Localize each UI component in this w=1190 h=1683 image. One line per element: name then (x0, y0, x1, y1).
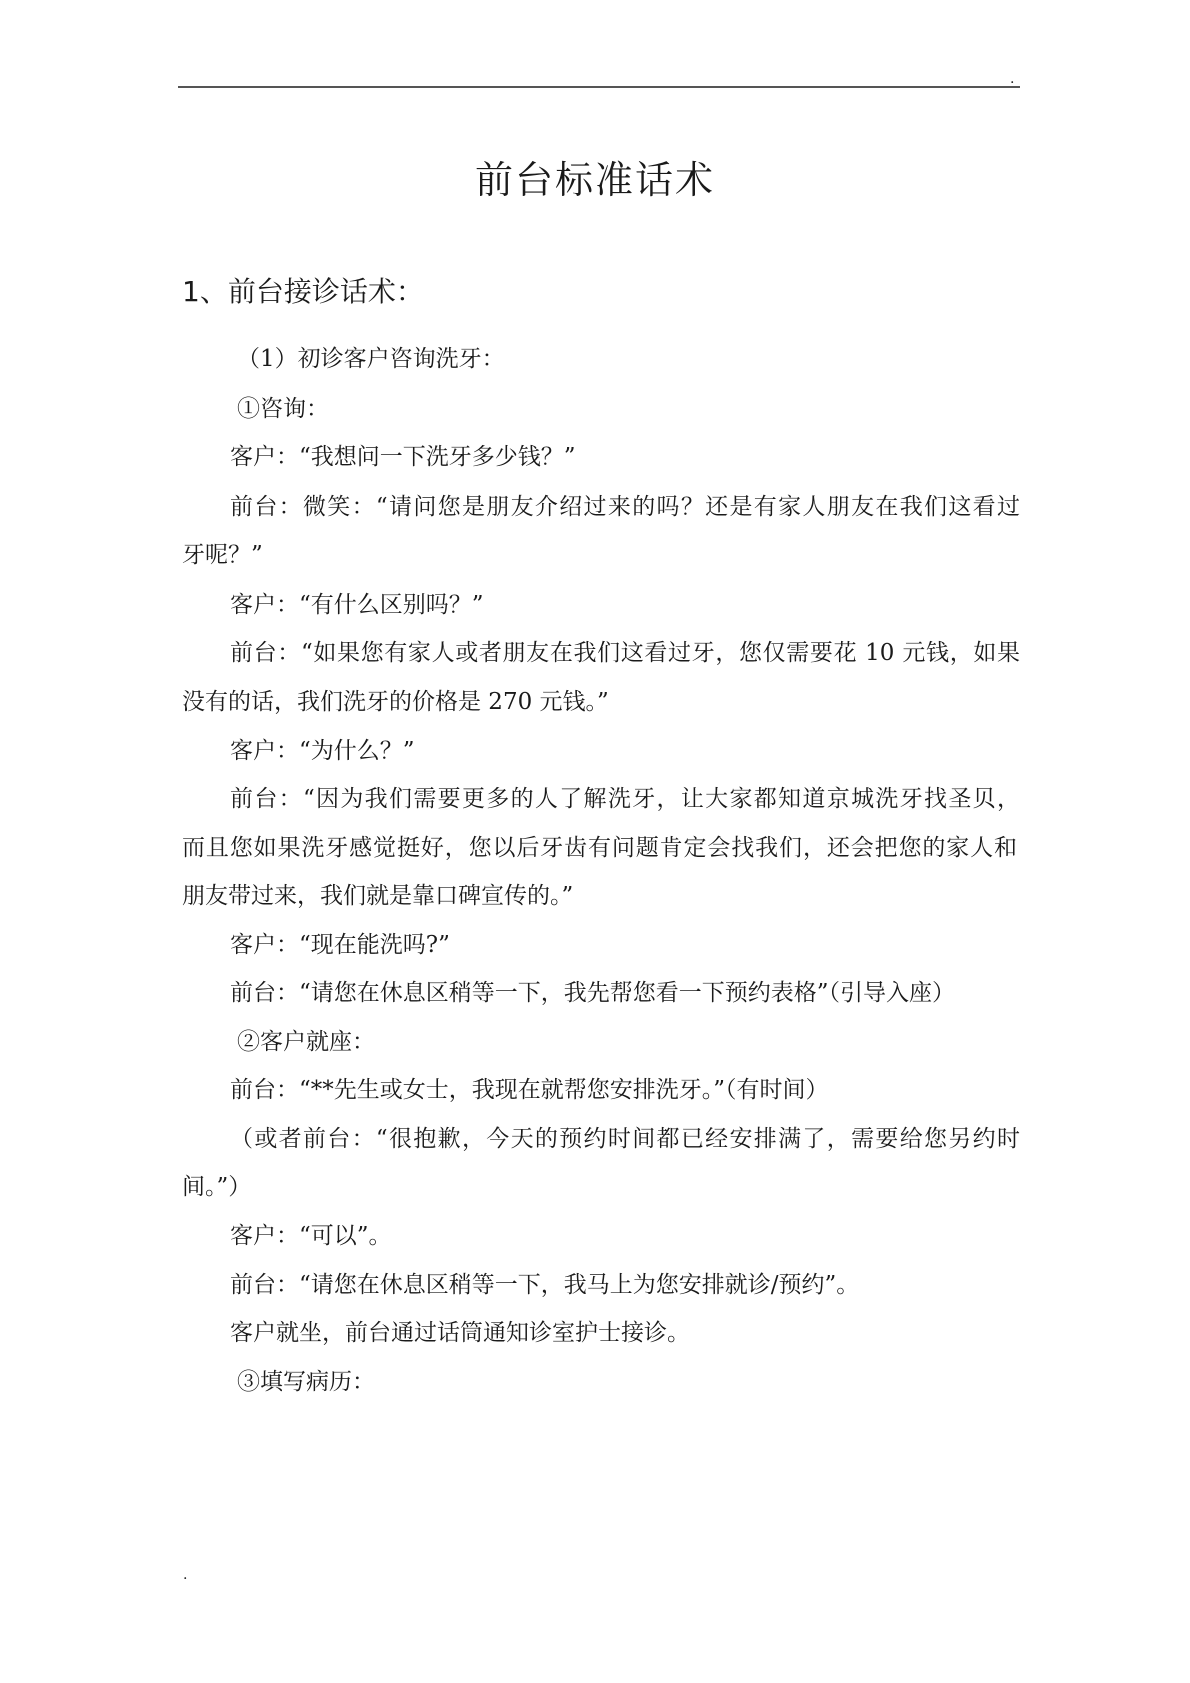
step-heading-records: ③填写病历： (237, 1369, 375, 1395)
dialogue-line: 前台：“请您在休息区稍等一下，我马上为您安排就诊/预约”。 (230, 1272, 860, 1298)
subsection-heading: （1）初诊客户咨询洗牙： (237, 346, 505, 372)
section-heading: 1、前台接诊话术： (182, 275, 424, 308)
dialogue-line-continued: 没有的话，我们洗牙的价格是 270 元钱。” (182, 689, 609, 715)
dialogue-line: 客户：“可以”。 (230, 1223, 392, 1249)
footer-dot: . (183, 1567, 188, 1583)
narrative-line: 客户就坐，前台通过话筒通知诊室护士接诊。 (230, 1320, 690, 1346)
dialogue-line: 客户：“我想问一下洗牙多少钱？” (230, 444, 576, 470)
dialogue-line: 客户：“现在能洗吗?” (230, 932, 450, 958)
dialogue-line: （或者前台：“很抱歉，今天的预约时间都已经安排满了，需要给您另约时 (230, 1126, 1020, 1152)
step-heading-seating: ②客户就座： (237, 1029, 375, 1055)
dialogue-line: 前台：“**先生或女士，我现在就帮您安排洗牙。”（有时间） (230, 1077, 829, 1103)
dialogue-line: 客户：“有什么区别吗？” (230, 592, 484, 618)
dialogue-line-continued: 牙呢？” (182, 542, 263, 568)
dialogue-line-continued: 间。”） (182, 1174, 252, 1200)
header-rule (178, 86, 1020, 88)
dialogue-line: 前台：“如果您有家人或者朋友在我们这看过牙，您仅需要花 10 元钱，如果 (230, 640, 1020, 666)
dialogue-line: 前台：“因为我们需要更多的人了解洗牙，让大家都知道京城洗牙找圣贝， (230, 786, 1020, 812)
dialogue-line: 前台：微笑：“请问您是朋友介绍过来的吗？还是有家人朋友在我们这看过 (230, 494, 1020, 520)
page-title: 前台标准话术 (474, 158, 715, 202)
step-heading-consult: ①咨询： (237, 396, 329, 422)
dialogue-line: 客户：“为什么？” (230, 738, 415, 764)
dialogue-line-continued: 而且您如果洗牙感觉挺好，您以后牙齿有问题肯定会找我们，还会把您的家人和 (182, 835, 1017, 861)
dialogue-line-continued: 朋友带过来，我们就是靠口碑宣传的。” (182, 883, 574, 909)
dialogue-line: 前台：“请您在休息区稍等一下，我先帮您看一下预约表格”（引导入座） (230, 980, 956, 1006)
header-dot: . (1010, 71, 1015, 87)
